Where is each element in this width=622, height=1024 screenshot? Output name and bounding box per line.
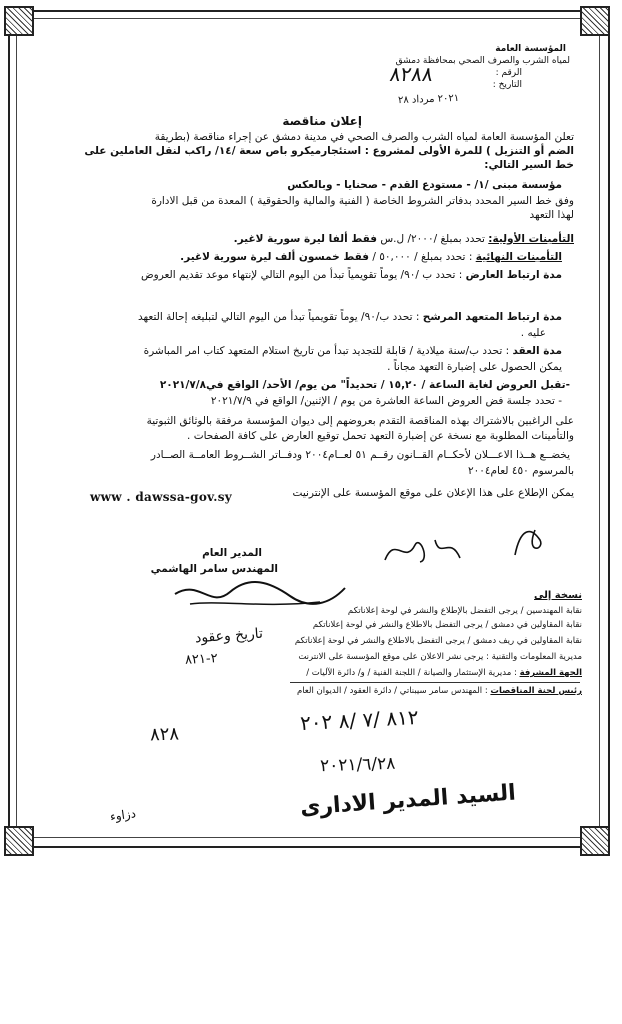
handwritten-note: ٨١٢ /٧ /٨ ٢٠٢	[299, 704, 420, 736]
handwritten-note: دزاوء	[109, 806, 137, 824]
corner-ornament-icon	[4, 826, 34, 856]
handwritten-note: ٨٢٨	[149, 723, 180, 746]
initials-scribble-icon	[505, 520, 555, 560]
signature-title: المدير العام	[202, 547, 262, 559]
opening-line: - تحدد جلسة فض العروض الساعة العاشرة من يوم / الإثنين/ الواقع في ٢٠٢١/٧/٩	[210, 395, 562, 407]
item-contractor-validity: مدة ارتباط المتعهد المرشح : تحدد ب/٩٠/ يوماً تقويمياً تبدأ من اليوم التالي لتبليغه إحالة التعهد	[138, 311, 562, 323]
handwritten-note: ٢-٨٢١	[184, 651, 219, 668]
copy-recipient: نقابة المهندسين / يرجى التفضل بالإطلاع والنشر في لوحة إعلاناتكم	[347, 606, 582, 616]
handwritten-number: ٨٢٨٨	[388, 62, 435, 86]
closing-line: يخضــع هــذا الاعـــلان لأحكــام القــانون رقــم ٥١ لعــام٢٠٠٤ ودفــاتر الشــروط العامــة الصــادر	[150, 449, 570, 461]
route-note: وفق خط السير المحدد بدفاتر الشروط الخاصة ( الفنية والمالية والحقوقية ) المعدة من قبل الادارة	[151, 195, 574, 207]
copy-recipient: نقابة المقاولين في ريف دمشق / يرجى التفضل بالاطلاع والنشر في لوحة إعلاناتكم	[294, 636, 582, 646]
header-date-label: التاريخ :	[492, 80, 522, 90]
item-file-free: يمكن الحصول على إضبارة التعهد مجاناً .	[387, 361, 562, 373]
route-line: مؤسسة مبنى /١/ - مستودع القدم - صحنايا - وبالعكس	[287, 179, 562, 191]
committee-head: رئيس لجنة المناقصات : المهندس سامر سيبناتي / دائرة العقود / الديوان العام	[296, 686, 582, 696]
handwritten-date: ٢٠٢١ مرداد ٢٨	[397, 92, 460, 107]
page-title: إعلان مناقصة	[282, 114, 362, 128]
corner-ornament-icon	[580, 6, 610, 36]
item-final-insurance: التأمينات النهائية : تحدد بمبلغ / ٥٠,٠٠٠ / فقط خمسون ألف ليرة سورية لاغير.	[180, 251, 562, 263]
corner-ornament-icon	[580, 826, 610, 856]
item-contractor-validity-cont: عليه .	[520, 327, 546, 339]
copies-title: نسخة إلى	[534, 590, 582, 601]
closing-line: بالمرسوم ٤٥٠ لعام٢٠٠٤	[467, 465, 574, 477]
intro-line: تعلن المؤسسة العامة لمياه الشرب والصرف الصحي في مدينة دمشق عن إجراء مناقصة (بطريقة	[154, 131, 574, 143]
website-link[interactable]: www . dawssa-gov.sy	[90, 490, 233, 504]
item-contract-duration: مدة العقد : تحدد ب/سنة ميلادية / قابلة للتجديد تبدأ من تاريخ استلام المتعهد كتاب امر المباشرة	[143, 345, 562, 357]
handwritten-note: السيد المدير الادارى	[299, 780, 517, 821]
item-offer-validity: مدة ارتباط العارض : تحدد ب /٩٠/ يوماً تقويمياً تبدأ من اليوم التالي لإنتهاء موعد تقديم العروض	[140, 269, 562, 281]
header-subtitle: لمياه الشرب والصرف الصحي بمحافظة دمشق	[395, 56, 570, 66]
divider	[290, 682, 580, 683]
closing-line: يمكن الإطلاع على هذا الإعلان على موقع المؤسسة على الإنترنيت	[292, 487, 574, 499]
header-org: المؤسسة العامة	[495, 44, 566, 54]
closing-line: على الراغبين بالاشتراك بهذه المناقصة التقدم بعروضهم إلى ديوان المؤسسة مرفقة بالوثائق الثبوتية	[146, 415, 574, 427]
initials-scribble-icon	[380, 530, 470, 570]
handwritten-note: ٢٠٢١/٦/٢٨	[319, 753, 396, 777]
copy-recipient: مديرية المعلومات والتقنية : يرجى نشر الاعلان على موقع المؤسسة على الانترنت	[298, 652, 582, 662]
route-note: لهذا التعهد	[529, 209, 574, 221]
handwritten-note: تاريخ وعقود	[194, 625, 264, 647]
intro-line: خط السير التالي:	[484, 159, 574, 171]
item-initial-insurance: التأمينات الأولية: تحدد بمبلغ /٢٠٠٠/ ل.س فقط ألفا ليرة سورية لاغير.	[233, 233, 574, 245]
supervising-dept: الجهة المشرفة : مديرية الإستثمار والصيانة / اللجنة الفنية / و/ دائرة الآليات /	[306, 668, 582, 678]
deadline-line: -تقبل العروض لغاية الساعة / ١٥,٢٠ / تحديداً" من يوم/ الأحد/ الواقع في٢٠٢١/٧/٨	[159, 379, 570, 391]
signature-name: المهندس سامر الهاشمي	[150, 563, 278, 575]
header-number-label: الرقم :	[495, 68, 522, 78]
closing-line: والتأمينات المطلوبة مع نسخة عن إضبارة التعهد تحمل توقيع العارض على كافة الصفحات .	[187, 430, 574, 442]
corner-ornament-icon	[4, 6, 34, 36]
intro-line: الضم أو التنزيل ) للمرة الأولى لمشروع : استئجارميكرو باص سعة /١٤/ راكب لنقل العاملين على	[84, 145, 574, 157]
copy-recipient: نقابة المقاولين في دمشق / يرجى التفضل بالاطلاع والنشر في لوحة إعلاناتكم	[312, 620, 582, 630]
signature-scribble-icon	[170, 574, 350, 614]
